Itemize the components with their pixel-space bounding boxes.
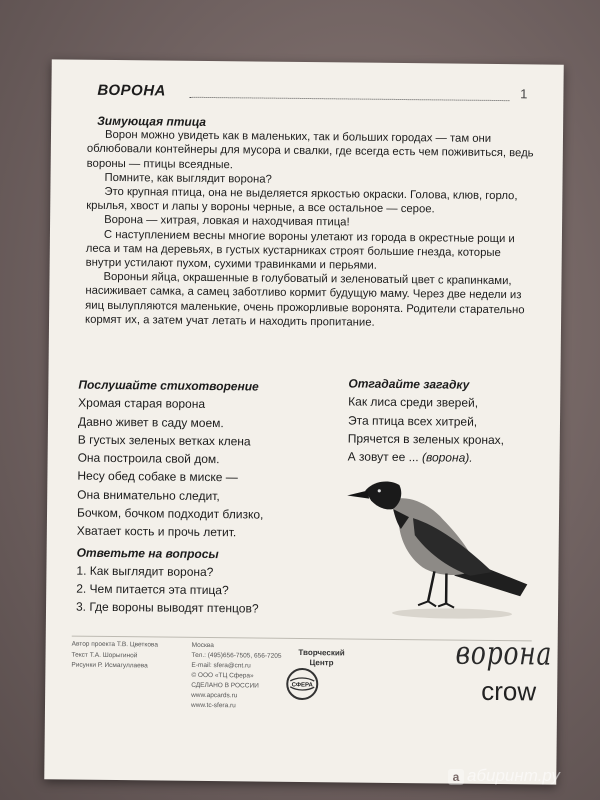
contact-line: www.apcards.ru (191, 691, 238, 700)
question: 1. Как выглядит ворона? (76, 563, 214, 580)
contacts (191, 641, 282, 712)
contact-line: СДЕЛАНО В РОССИИ (191, 681, 259, 690)
crow-legs (428, 571, 446, 603)
riddle-block (348, 374, 559, 468)
crow-illustration (342, 462, 539, 624)
poem-line: Бочком, бочком подходит близко, (76, 505, 264, 522)
riddle-line: Эта птица всех хитрей, (347, 413, 478, 429)
credit-line: Автор проекта Т.В. Цветкова (71, 640, 158, 649)
crow-beak (347, 490, 369, 498)
word-ru-handwritten: ворона (455, 633, 553, 673)
poem-line: Хватает кость и прочь летит. (76, 524, 237, 540)
main-text (85, 114, 537, 332)
poem-block (77, 376, 349, 543)
poem-title: Послушайте стихотворение (78, 377, 259, 394)
crow-head (365, 481, 401, 509)
credits (71, 640, 158, 672)
poem-line: Она построила свой дом. (77, 450, 220, 467)
title-dots (189, 97, 509, 101)
paragraph: С наступлением весны многие вороны улетают из города в окрестные рощи и леса и там на деревьях, в густых кустарниках строят большие гнезда, которые внутри устилают пухом, сухими травинками и перьями. (85, 228, 515, 272)
poem-line: Давно живет в саду моем. (77, 414, 224, 430)
credit-line: Рисунки Р. Исмагуллаева (71, 661, 148, 670)
paragraph: Ворона — хитрая, ловкая и находчивая птица! (104, 214, 350, 229)
riddle-answer: (ворона). (421, 450, 473, 465)
poem-line: Хромая старая ворона (78, 395, 206, 412)
paragraph: Это крупная птица, она не выделяется яркостью окраски. Голова, клюв, горло, крылья, хвост и лапы у вороны черные, а все остальное — серое. (86, 185, 518, 216)
card-title: ВОРОНА (97, 81, 167, 100)
contact-line: © ООО «ТЦ Сфера» (191, 671, 254, 680)
riddle-line: Прячется в зеленых кронах, (347, 431, 505, 447)
paragraph: Помните, как выглядит ворона? (104, 171, 272, 186)
riddle-line: А зовут ее ... (347, 449, 419, 465)
riddle-title: Отгадайте загадку (348, 376, 470, 392)
paragraph: Вороньи яйца, окрашенные в голубоватый и зеленоватый цвет с крапинками, насиживает самка, а самец заботливо кормит будущую маму. Через две недели из яиц вылупляются маленькие, очень прожорливые воронята. Родители старательно кормят их, а затем учат летать и находить пропитание. (84, 271, 525, 329)
poem-line: Она внимательно следит, (77, 487, 220, 503)
poem-line: В густых зеленых ветках клена (77, 432, 251, 449)
contact-line: Тел.: (495)656-7505, 656-7205 (191, 651, 282, 660)
crow-shadow (392, 608, 512, 619)
page-number: 1 (520, 86, 528, 102)
watermark-text: абиринт.ру (467, 766, 560, 785)
publisher-logo-icon (285, 667, 319, 701)
publisher-name (281, 648, 361, 669)
question: 3. Где вороны выводят птенцов? (75, 599, 259, 616)
poem-line: Несу обед собаке в миске — (77, 469, 238, 485)
paragraph: Ворон можно увидеть как в маленьких, так и больших городах — там они облюбовали контейнеры для мусора и свалки, где всегда есть чем поживиться, ведь вороны — птицы всеядные. (86, 129, 534, 171)
contact-line: E-mail: sfera@cnt.ru (191, 661, 251, 670)
contact-line: www.tc-sfera.ru (190, 701, 236, 710)
title-row (97, 82, 533, 109)
site-watermark (448, 766, 560, 786)
watermark-logo-icon: а (448, 769, 464, 785)
contact-line: Москва (191, 641, 214, 650)
publisher-line: Творческий (298, 647, 345, 658)
questions-title: Ответьте на вопросы (76, 545, 219, 562)
card (44, 59, 564, 784)
riddle-line: Как лиса среди зверей, (348, 394, 479, 411)
publisher-line: Центр (309, 658, 334, 668)
credit-line: Текст Т.А. Шорыгиной (71, 651, 138, 659)
section-title-wintering: Зимующая птица (97, 113, 207, 129)
logo-text: СФЕРА (291, 682, 313, 689)
word-en: crow (481, 675, 537, 707)
question: 2. Чем питается эта птица? (76, 581, 229, 598)
questions-block (76, 544, 357, 619)
crow-feet (418, 601, 454, 607)
